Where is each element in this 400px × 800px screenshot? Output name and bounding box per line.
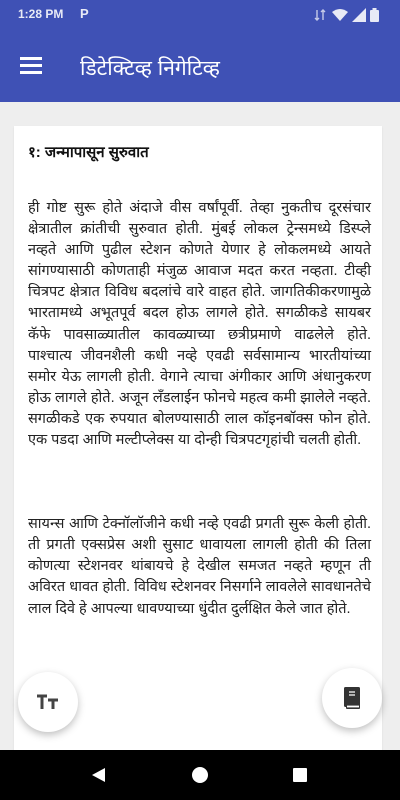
hamburger-line [20, 71, 42, 74]
status-bar [0, 0, 400, 30]
wifi-icon [332, 8, 348, 22]
menu-button[interactable] [12, 48, 52, 84]
status-icons [308, 8, 388, 22]
text-size-icon [36, 692, 60, 712]
notification-icon: P [80, 6, 89, 21]
paragraph: सायन्स आणि टेक्नॉलॉजीने कधी नव्हे एवढी प्रगती सुरू केली होती. ती प्रगती एक्सप्रेस अशी सुसाट धावायला लागली होती की तिला कोणत्या स्टेशनवर थांबायचे हे देखील समजत नव्हते म्हणून ती अविरत धावत होती. विविध स्टेशनवर निसर्गाने लावलेले सावधानतेचे लाल दिवे हे आपल्या धावण्याच्या धुंदीत दुर्लक्षित केले जात होते. [28, 516, 371, 617]
hamburger-line [20, 64, 42, 67]
recents-icon [292, 767, 308, 783]
story-text [28, 198, 371, 683]
app-title: डिटेक्टिव्ह निगेटिव्ह [80, 57, 220, 80]
hamburger-menu-icon [20, 57, 42, 60]
status-time: 1:28 PM [18, 7, 64, 21]
back-icon [90, 767, 106, 783]
paragraph: ही गोष्ट सुरू होते अंदाजे वीस वर्षांपूर्वी. तेव्हा नुकतीच दूरसंचार क्षेत्रातील क्रांतीची सुरुवात होती. मुंबई लोकल ट्रेन्समध्ये डिस्प्ले नव्हते आणि पुढील स्टेशन कोणते येणार हे लोकलमध्ये आयते सांगण्यासाठी कोणताही मंजुळ आवाज मदत करत नव्हता. टीव्ही चित्रपट क्षेत्रात विविध बदलांचे वारे वाहत होते. जागतिकीकरणामुळे भारतामध्ये अभूतपूर्व बदल होऊ लागले होते. सगळीकडे सायबर कॅफे पावसाळ्यातील कावळ्याच्या छत्रीप्रमाणे वाढलेले होते. पाश्चात्य जीवनशैली कधी नव्हे एवढी सर्वसामान्य भारतीयांच्या समोर येऊ लागली होती. वेगाने त्याचा अंगीकार आणि अंधानुकरण होऊ लागले होते. अजून लॅंडलाईन फोनचे महत्व कमी झालेले नव्हते. सगळीकडे एक रुपयात बोलण्यासाठी लाल कॉइनबॉक्स फोन होते. एक पडदा आणि मल्टीप्लेक्स या दोन्ही चित्रपटगृहांची चलती होती. [28, 200, 371, 449]
signal-icon [352, 8, 366, 22]
app-bar [0, 30, 400, 102]
text-size-button[interactable] [18, 672, 78, 732]
recents-button[interactable] [280, 760, 320, 790]
battery-icon [370, 8, 379, 22]
book-icon [343, 686, 361, 710]
home-icon [191, 766, 209, 784]
chapters-button[interactable] [322, 668, 382, 728]
chapter-content[interactable] [14, 126, 382, 750]
chapter-title: १: जन्मापासून सुरुवात [28, 144, 149, 161]
navigation-bar [0, 750, 400, 800]
back-button[interactable] [78, 760, 118, 790]
data-off-icon [314, 8, 326, 22]
home-button[interactable] [180, 760, 220, 790]
